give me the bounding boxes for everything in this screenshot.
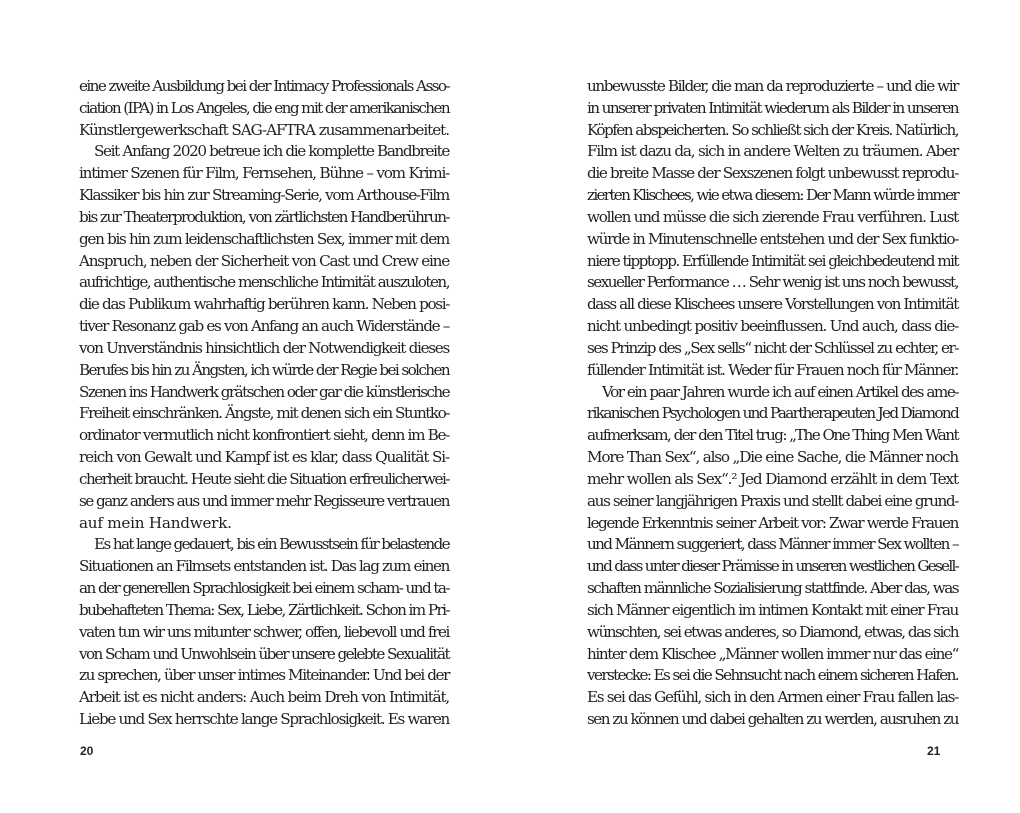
text-line: von Unverständnis hinsichtlich der Notwendigkeit dieses <box>79 338 449 357</box>
text-line: sen zu können und dabei gehalten zu werden, ausruhen zu <box>587 710 958 729</box>
page-number: 20 <box>80 744 94 758</box>
text-line: sich Männer eigentlich im intimen Kontakt mit einer Frau <box>587 600 958 619</box>
text-line: cherheit braucht. Heute sieht die Situation erfreulicherwei- <box>79 469 449 488</box>
text-line: bis zur Theaterproduktion, von zärtlichsten Handberührun- <box>79 207 449 226</box>
page-number: 21 <box>927 744 941 758</box>
text-line: Köpfen abspeicherten. So schließt sich der Kreis. Natürlich, <box>587 120 958 139</box>
text-line: schaften männliche Sozialisierung stattfinde. Aber das, was <box>587 579 958 598</box>
text-line: Klassiker bis hin zur Streaming-Serie, vom Arthouse-Film <box>79 186 449 205</box>
text-line: Berufes bis hin zu Ängsten, ich würde der Regie bei solchen <box>79 360 450 379</box>
text-line: dass all diese Klischees unsere Vorstellungen von Intimität <box>587 295 958 314</box>
text-line: Es sei das Gefühl, sich in den Armen einer Frau fallen las- <box>587 688 958 707</box>
text-line: Arbeit ist es nicht anders: Auch beim Dreh von Intimität, <box>79 688 449 707</box>
text-line: würde in Minutenschnelle entstehen und der Sex funktio- <box>587 229 958 248</box>
text-line: rikanischen Psychologen und Paartherapeuten Jed Diamond <box>587 404 958 423</box>
text-line: reich von Gewalt und Kampf ist es klar, dass Qualität Si- <box>79 448 449 467</box>
text-line: eine zweite Ausbildung bei der Intimacy Professionals Asso- <box>79 77 449 95</box>
text-line: aufmerksam, der den Titel trug: „The One Thing Men Want <box>587 426 958 445</box>
text-line: auf mein Handwerk. <box>79 513 232 532</box>
text-line: mehr wollen als Sex“.² Jed Diamond erzählt in dem Text <box>587 469 958 488</box>
text-line: aus seiner langjährigen Praxis und stellt dabei eine grund- <box>587 491 958 510</box>
text-line: ses Prinzip des „Sex sells“ nicht der Schlüssel zu echter, er- <box>587 338 958 357</box>
text-line: Künstlergewerkschaft SAG-AFTRA zusammenarbeitet. <box>79 120 449 139</box>
right-page-text <box>587 76 958 731</box>
text-line: ordinator vermutlich nicht konfrontiert sieht, denn im Be- <box>79 426 449 445</box>
text-line: Vor ein paar Jahren wurde ich auf einen Artikel des ame- <box>602 382 958 401</box>
text-line: in unserer privaten Intimität wiederum als Bilder in unseren <box>587 98 958 117</box>
text-line: Es hat lange gedauert, bis ein Bewusstsein für belastende <box>94 535 449 554</box>
text-line: und Männern suggeriert, dass Männer immer Sex wollten – <box>587 535 958 554</box>
text-line: intimer Szenen für Film, Fernsehen, Bühne – vom Krimi- <box>79 164 449 183</box>
left-page-text <box>79 76 449 731</box>
text-line: legende Erkenntnis seiner Arbeit vor: Zwar werde Frauen <box>587 513 958 532</box>
text-line: zu sprechen, über unser intimes Miteinander. Und bei der <box>79 666 449 685</box>
text-line: die breite Masse der Sexszenen folgt unbewusst reprodu- <box>587 164 958 183</box>
text-line: Szenen ins Handwerk grätschen oder gar die künstlerische <box>79 382 449 401</box>
text-line: Freiheit einschränken. Ängste, mit denen sich ein Stuntko- <box>79 404 449 423</box>
text-line: Film ist dazu da, sich in andere Welten zu träumen. Aber <box>587 142 958 161</box>
text-line: an der generellen Sprachlosigkeit bei einem scham- und ta- <box>79 579 449 598</box>
text-line: Situationen an Filmsets entstanden ist. Das lag zum einen <box>79 557 449 576</box>
text-line: von Scham und Unwohlsein über unsere gelebte Sexualität <box>79 644 449 663</box>
text-line: nicht unbedingt positiv beeinflussen. Und auch, dass die- <box>587 317 958 336</box>
text-line: Seit Anfang 2020 betreue ich die komplette Bandbreite <box>94 142 449 161</box>
text-line: zierten Klischees, wie etwa diesem: Der Mann würde immer <box>587 186 958 205</box>
text-line: ciation (IPA) in Los Angeles, die eng mit der amerikanischen <box>79 98 449 117</box>
text-line: gen bis hin zum leidenschaftlichsten Sex, immer mit dem <box>79 229 449 248</box>
text-line: hinter dem Klischee „Männer wollen immer nur das eine“ <box>587 644 958 663</box>
text-line: se ganz anders aus und immer mehr Regisseure vertrauen <box>79 491 449 510</box>
right-page <box>510 0 1020 813</box>
text-line: tiver Resonanz gab es von Anfang an auch Widerstände – <box>79 317 449 336</box>
text-line: sexueller Performance … Sehr wenig ist uns noch bewusst, <box>587 273 958 292</box>
text-line: Anspruch, neben der Sicherheit von Cast und Crew eine <box>79 251 449 270</box>
text-line: vaten tun wir uns mitunter schwer, offen, liebevoll und frei <box>79 622 449 641</box>
text-line: wollen und müsse die sich zierende Frau verführen. Lust <box>587 207 958 226</box>
text-line: niere tipptopp. Erfüllende Intimität sei gleichbedeutend mit <box>587 251 958 270</box>
text-line: aufrichtige, authentische menschliche Intimität auszuloten, <box>79 273 449 292</box>
text-line: verstecke: Es sei die Sehnsucht nach einem sicheren Hafen. <box>587 666 958 685</box>
text-line: die das Publikum wahrhaftig berühren kann. Neben posi- <box>79 295 449 314</box>
text-line: füllender Intimität ist. Weder für Frauen noch für Männer. <box>587 360 958 379</box>
text-line: und dass unter dieser Prämisse in unseren westlichen Gesell- <box>587 557 958 576</box>
text-line: More Than Sex“, also „Die eine Sache, die Männer noch <box>587 448 958 467</box>
text-line: bubehafteten Thema: Sex, Liebe, Zärtlichkeit. Schon im Pri- <box>79 600 449 619</box>
text-line: wünschten, sei etwas anderes, so Diamond, etwas, das sich <box>587 622 958 641</box>
text-line: unbewusste Bilder, die man da reproduzierte – und die wir <box>587 77 958 95</box>
text-line: Liebe und Sex herrschte lange Sprachlosigkeit. Es waren <box>79 710 449 729</box>
